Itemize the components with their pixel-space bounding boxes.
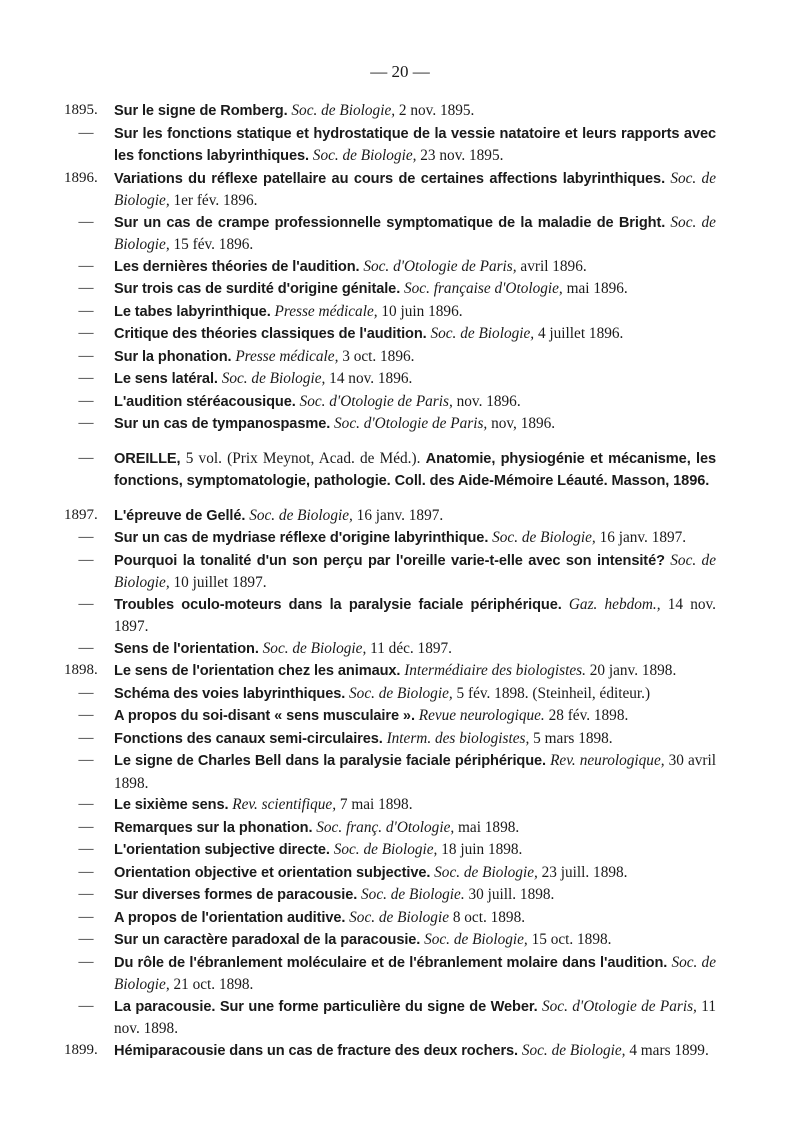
- entry-title: A propos du soi-disant « sens musculaire ».: [114, 708, 415, 724]
- entry-date: 15 oct. 1898.: [531, 931, 612, 948]
- entry-body: [114, 907, 716, 930]
- entry-body: [114, 817, 716, 840]
- entry-dash: —: [78, 347, 94, 364]
- bibliography-entry: [64, 594, 716, 638]
- entry-dash: —: [78, 595, 94, 612]
- bibliography-entry: [64, 683, 716, 706]
- entry-source: Soc. de Biologie,: [291, 102, 396, 119]
- entry-dash: —: [78, 392, 94, 409]
- entry-dash: —: [78, 752, 94, 768]
- entry-date: 20 janv. 1898.: [589, 662, 677, 679]
- bibliography-entry: [64, 256, 716, 279]
- entry-year: 1899.: [64, 1041, 98, 1058]
- bibliography-entry: [64, 1040, 716, 1063]
- entry-title: L'audition stéréacousique.: [114, 393, 296, 410]
- bibliography-entry: [64, 323, 716, 346]
- entry-dash: —: [78, 707, 94, 723]
- entry-source: Soc. franç. d'Otologie,: [316, 818, 455, 836]
- entry-body: [114, 168, 716, 212]
- entry-source: Intermédiaire des biologistes.: [404, 662, 586, 679]
- entry-date: 8 oct. 1898.: [452, 908, 526, 926]
- entry-body: [114, 278, 716, 301]
- entry-dash: —: [78, 124, 94, 141]
- entry-title: Le sens de l'orientation chez les animaux.: [114, 663, 401, 679]
- bibliography-entry: [64, 952, 716, 996]
- entry-body: [114, 750, 716, 794]
- entry-date: 2 nov. 1895.: [398, 102, 475, 119]
- entry-year: 1896.: [64, 169, 98, 186]
- bibliography-entry: [64, 346, 716, 369]
- entry-body: [114, 391, 716, 414]
- entry-body: [114, 1040, 716, 1063]
- entry-dash: —: [78, 302, 94, 319]
- entry-title: Pourquoi la tonalité d'un son perçu par l'oreille varie-t-elle avec son intensité?: [114, 552, 665, 569]
- bibliography-entry: [64, 705, 716, 728]
- entry-source: Rev. scientifique,: [232, 796, 337, 813]
- entry-dash: —: [78, 953, 94, 970]
- entry-source: Soc. française d'Otologie,: [403, 280, 563, 297]
- entry-date: 7 mai 1898.: [339, 796, 413, 813]
- entry-dash: —: [78, 449, 94, 466]
- entry-body: [114, 705, 716, 728]
- entry-source: Presse médicale,: [274, 302, 378, 320]
- entry-source: Soc. de Biologie,: [249, 506, 353, 524]
- entry-title: Le tabes labyrinthique.: [114, 303, 271, 320]
- entry-date: 5 vol. (Prix Meynot, Acad. de Méd.).: [185, 449, 421, 467]
- entry-title: Sens de l'orientation.: [114, 640, 259, 657]
- entry-title: Sur trois cas de surdité d'origine génitale.: [114, 281, 401, 297]
- entry-dash: —: [78, 280, 94, 296]
- entry-date: 11 nov. 1898.: [114, 997, 716, 1037]
- entry-date: 16 janv. 1897.: [356, 506, 444, 524]
- entry-dash: —: [78, 796, 94, 812]
- entry-date: mai 1898.: [458, 818, 520, 836]
- bibliography-entry: [64, 660, 716, 683]
- entry-title: Sur un cas de mydriase réflexe d'origine labyrinthique.: [114, 530, 489, 546]
- bibliography-entry: [64, 550, 716, 594]
- entry-title: Sur un caractère paradoxal de la paracousie.: [114, 932, 421, 948]
- entry-dash: —: [78, 818, 94, 835]
- entry-title: Hémiparacousie dans un cas de fracture des deux rochers.: [114, 1042, 518, 1059]
- entry-title: Sur le signe de Romberg.: [114, 103, 288, 119]
- entry-dash: —: [78, 325, 94, 341]
- entry-dash: —: [78, 684, 94, 701]
- bibliography-entry: [64, 996, 716, 1040]
- entry-date: 28 fév. 1898.: [548, 707, 629, 724]
- entry-date: 5 fév. 1898. (Steinheil, éditeur.): [456, 684, 651, 702]
- entry-date: 10 juin 1896.: [381, 302, 463, 320]
- entry-title: OREILLE,: [114, 450, 181, 467]
- entry-date: 11 déc. 1897.: [370, 639, 452, 657]
- entry-body: [114, 256, 716, 279]
- bibliography-entry: [64, 839, 716, 862]
- entry-body: [114, 952, 716, 996]
- entry-title: Sur un cas de crampe professionnelle symptomatique de la maladie de Bright.: [114, 214, 666, 231]
- entry-body: [114, 660, 716, 683]
- entry-source: Presse médicale,: [235, 347, 339, 365]
- entry-source: Interm. des biologistes,: [386, 729, 530, 747]
- entry-source: Rev. neurologique,: [550, 752, 665, 769]
- entry-title: A propos de l'orientation auditive.: [114, 909, 346, 926]
- entry-title: La paracousie. Sur une forme particulière du signe de Weber.: [114, 998, 538, 1015]
- entry-dash: —: [78, 370, 94, 386]
- bibliography-entry: [64, 123, 716, 168]
- entry-body: [114, 323, 716, 346]
- entry-source: Soc. de Biologie,: [114, 953, 716, 993]
- entry-date: 14 nov. 1897.: [114, 595, 716, 635]
- entry-title: Sur les fonctions statique et hydrostatique de la vessie natatoire et leurs rapports avec les fonctions labyrinthiques.: [114, 125, 716, 164]
- entry-title: Critique des théories classiques de l'audition.: [114, 326, 427, 342]
- entry-date: 30 avril 1898.: [114, 752, 717, 792]
- entry-dash: —: [78, 997, 94, 1014]
- entry-source: Gaz. hebdom.,: [568, 595, 661, 613]
- entry-date: 18 juin 1898.: [441, 841, 523, 858]
- entry-title: Sur diverses formes de paracousie.: [114, 887, 358, 903]
- entry-source: Soc. de Biologie,: [434, 863, 538, 881]
- entry-dash: —: [78, 213, 94, 230]
- entry-dash: —: [78, 841, 94, 857]
- entry-date: 5 mars 1898.: [533, 729, 613, 747]
- entry-body: [114, 929, 716, 952]
- entry-description: Anatomie, physiogénie et mécanisme, les fonctions, symptomatologie, pathologie. Coll. des Aide-Mémoire Léauté. Masson, 1896.: [114, 450, 716, 489]
- entry-date: 1er fév. 1896.: [173, 192, 258, 209]
- bibliography-entry: [64, 391, 716, 414]
- entry-year: 1895.: [64, 102, 98, 118]
- entry-title: Les dernières théories de l'audition.: [114, 258, 360, 275]
- bibliography-entry: [64, 505, 716, 528]
- entry-body: [114, 638, 716, 661]
- entry-body: [114, 301, 716, 324]
- entry-title: Le sixième sens.: [114, 797, 229, 813]
- entry-title: Le sens latéral.: [114, 371, 218, 387]
- page-number: — 20 —: [370, 62, 430, 81]
- bibliography-entry: [64, 448, 716, 493]
- entry-dash: —: [78, 729, 94, 746]
- bibliography-entry: [64, 638, 716, 661]
- entry-title: Du rôle de l'ébranlement moléculaire et de l'ébranlement molaire dans l'audition.: [114, 954, 668, 971]
- entry-dash: —: [78, 908, 94, 925]
- entry-body: [114, 794, 716, 817]
- entry-year: 1897.: [64, 506, 98, 523]
- entry-title: Sur la phonation.: [114, 348, 232, 365]
- entry-body: [114, 683, 716, 706]
- bibliography-entry: [64, 884, 716, 907]
- entry-source: Soc. de Biologie,: [349, 684, 453, 702]
- entry-body: [114, 212, 716, 256]
- bibliography-entry: [64, 368, 716, 391]
- bibliography-entry: [64, 929, 716, 952]
- entry-title: Le signe de Charles Bell dans la paralysie faciale périphérique.: [114, 753, 547, 769]
- entry-body: [114, 839, 716, 862]
- entry-date: 16 janv. 1897.: [599, 529, 687, 546]
- entry-body: [114, 527, 716, 550]
- entry-date: 14 nov. 1896.: [329, 370, 413, 387]
- entry-body: [114, 884, 716, 907]
- entry-source: Soc. d'Otologie de Paris,: [542, 997, 697, 1015]
- entry-dash: —: [78, 257, 94, 274]
- entry-source: Soc. de Biologie,: [492, 529, 596, 546]
- entry-date: 15 fév. 1896.: [173, 236, 254, 253]
- entry-date: 10 juillet 1897.: [173, 574, 267, 591]
- entry-date: 23 juill. 1898.: [541, 863, 628, 881]
- bibliography-entry: [64, 527, 716, 550]
- bibliography-entry: [64, 212, 716, 256]
- bibliography-entry: [64, 278, 716, 301]
- entry-source: Soc. de Biologie: [349, 908, 449, 926]
- bibliography-entry: [64, 794, 716, 817]
- entry-title: Orientation objective et orientation subjective.: [114, 864, 431, 881]
- entry-title: Fonctions des canaux semi-circulaires.: [114, 730, 383, 747]
- entry-source: Soc. d'Otologie de Paris,: [299, 392, 453, 410]
- entry-source: Soc. de Biologie,: [424, 931, 528, 948]
- entry-title: Sur un cas de tympanospasme.: [114, 416, 331, 432]
- entry-source: Soc. de Biologie,: [262, 639, 367, 657]
- bibliography-entry: [64, 862, 716, 885]
- entry-dash: —: [78, 551, 94, 568]
- entry-body: [114, 346, 716, 369]
- entry-title: Variations du réflexe patellaire au cours de certaines affections labyrinthiques.: [114, 170, 666, 187]
- entry-dash: —: [78, 639, 94, 656]
- bibliography-entry: [64, 413, 716, 436]
- bibliography-entry: [64, 301, 716, 324]
- entry-source: Soc. de Biologie,: [114, 551, 716, 591]
- entry-body: [114, 413, 716, 436]
- entry-source: Soc. de Biologie,: [114, 213, 716, 253]
- bibliography-entry: [64, 728, 716, 751]
- entry-source: Soc. de Biologie,: [521, 1041, 626, 1059]
- entry-body: [114, 996, 716, 1040]
- entry-dash: —: [78, 931, 94, 947]
- entry-date: 4 juillet 1896.: [537, 325, 624, 342]
- entry-body: [114, 505, 716, 528]
- bibliography-entry: [64, 750, 716, 794]
- entry-dash: —: [78, 529, 94, 545]
- entry-body: [114, 100, 716, 123]
- entry-date: 4 mars 1899.: [629, 1041, 709, 1059]
- entry-title: L'orientation subjective directe.: [114, 842, 330, 858]
- entry-date: 30 juill. 1898.: [468, 886, 555, 903]
- entry-body: [114, 123, 716, 168]
- entry-body: [114, 550, 716, 594]
- bibliography-entry: [64, 168, 716, 212]
- bibliography-entry: [64, 817, 716, 840]
- entry-year: 1898.: [64, 662, 98, 678]
- entry-date: nov. 1896.: [456, 392, 521, 410]
- entry-source: Soc. de Biologie,: [430, 325, 535, 342]
- entry-source: Revue neurologique.: [418, 707, 545, 724]
- entry-dash: —: [78, 863, 94, 880]
- entry-source: Soc. de Biologie,: [114, 169, 716, 209]
- entry-title: Schéma des voies labyrinthiques.: [114, 685, 346, 702]
- entry-title: Troubles oculo-moteurs dans la paralysie faciale périphérique.: [114, 596, 562, 613]
- entry-title: L'épreuve de Gellé.: [114, 507, 246, 524]
- entry-dash: —: [78, 886, 94, 902]
- entry-body: [114, 368, 716, 391]
- entry-source: Soc. d'Otologie de Paris,: [334, 415, 488, 432]
- entry-source: Soc. de Biologie,: [333, 841, 438, 858]
- bibliography-entry: [64, 907, 716, 930]
- entry-date: mai 1896.: [566, 280, 628, 297]
- bibliography-entry: [64, 100, 716, 123]
- entry-date: nov, 1896.: [491, 415, 556, 432]
- entry-date: 3 oct. 1896.: [342, 347, 415, 365]
- entry-body: [114, 594, 716, 638]
- bibliography-list: [64, 100, 716, 1062]
- entry-body: [114, 862, 716, 885]
- entry-date: 21 oct. 1898.: [173, 976, 254, 993]
- entry-date: 23 nov. 1895.: [420, 147, 504, 164]
- entry-source: Soc. de Biologie,: [221, 370, 326, 387]
- entry-body: [114, 448, 716, 493]
- entry-body: [114, 728, 716, 751]
- entry-source: Soc. d'Otologie de Paris,: [363, 257, 517, 275]
- entry-dash: —: [78, 415, 94, 431]
- entry-source: Soc. de Biologie,: [312, 147, 417, 164]
- entry-source: Soc. de Biologie.: [361, 886, 465, 903]
- entry-title: Remarques sur la phonation.: [114, 819, 313, 836]
- entry-date: avril 1896.: [520, 257, 587, 275]
